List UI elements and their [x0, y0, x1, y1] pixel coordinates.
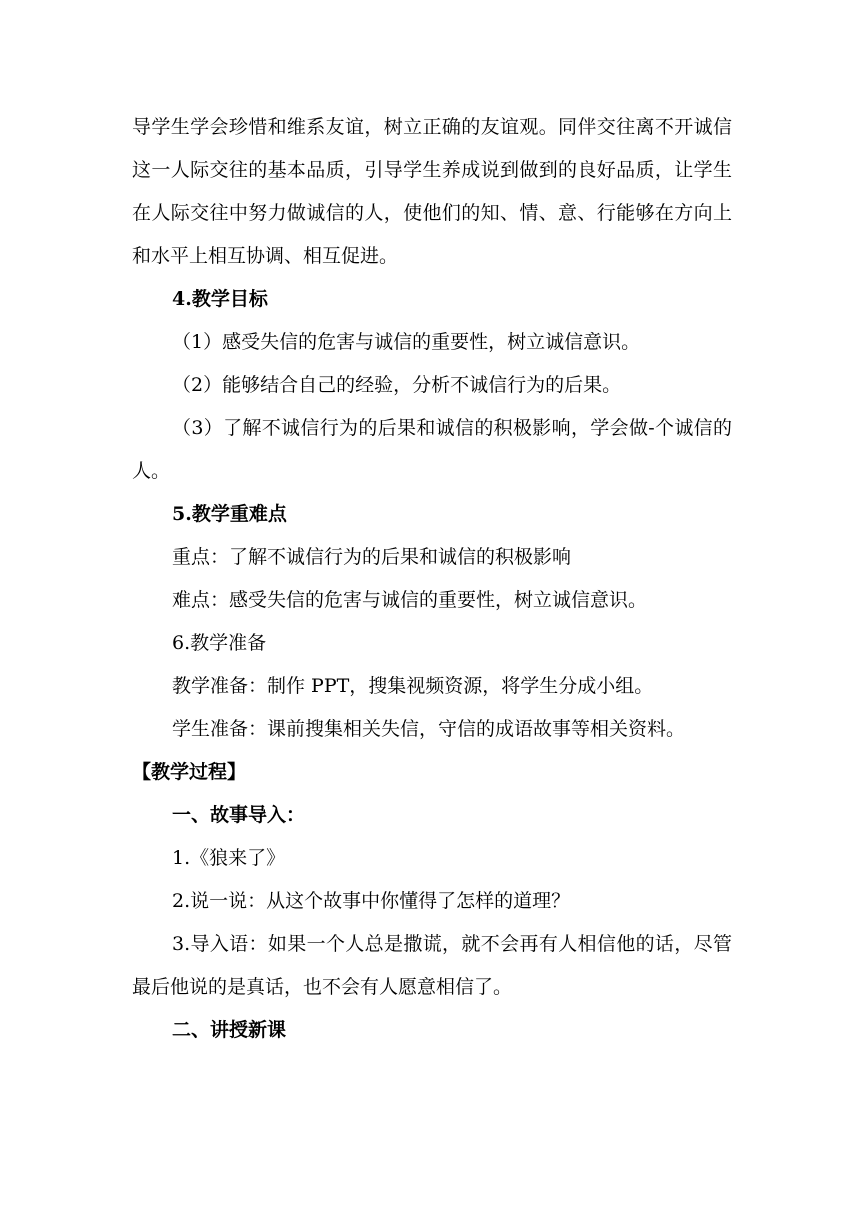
key-point: 重点：了解不诚信行为的后果和诚信的积极影响 — [172, 546, 572, 568]
story-item-1: 1.《狼来了》 — [172, 847, 286, 869]
section-story-intro: 一、故事导入： — [172, 804, 306, 826]
heading-teaching-goals: 4.教学目标 — [172, 288, 268, 310]
document-page — [132, 106, 732, 1052]
heading-teaching-process: 【教学过程】 — [132, 761, 247, 783]
goal-item-3: （3）了解不诚信行为的后果和诚信的积极影响，学会做-个诚信的人。 — [132, 417, 732, 482]
teacher-prep: 教学准备：制作 PPT，搜集视频资源，将学生分成小组。 — [172, 675, 654, 697]
student-prep: 学生准备：课前搜集相关失信，守信的成语故事等相关资料。 — [172, 718, 686, 740]
goal-item-2: （2）能够结合自己的经验，分析不诚信行为的后果。 — [172, 374, 622, 396]
goal-item-1: （1）感受失信的危害与诚信的重要性，树立诚信意识。 — [172, 331, 641, 353]
heading-teaching-prep: 6.教学准备 — [172, 632, 267, 654]
story-item-3: 3.导入语：如果一个人总是撒谎，就不会再有人相信他的话，尽管最后他说的是真话，也不会有人愿意相信了。 — [132, 933, 732, 998]
heading-key-difficulties: 5.教学重难点 — [172, 503, 287, 525]
difficult-point: 难点：感受失信的危害与诚信的重要性，树立诚信意识。 — [172, 589, 648, 611]
story-item-2: 2.说一说：从这个故事中你懂得了怎样的道理？ — [172, 890, 571, 912]
intro-paragraph: 导学生学会珍惜和维系友谊，树立正确的友谊观。同伴交往离不开诚信这一人际交往的基本品质，引导学生养成说到做到的良好品质，让学生在人际交往中努力做诚信的人，使他们的知、情、意、行能够在方向上和水平上相互协调、相互促进。 — [132, 116, 732, 267]
section-new-lesson: 二、讲授新课 — [172, 1019, 287, 1041]
